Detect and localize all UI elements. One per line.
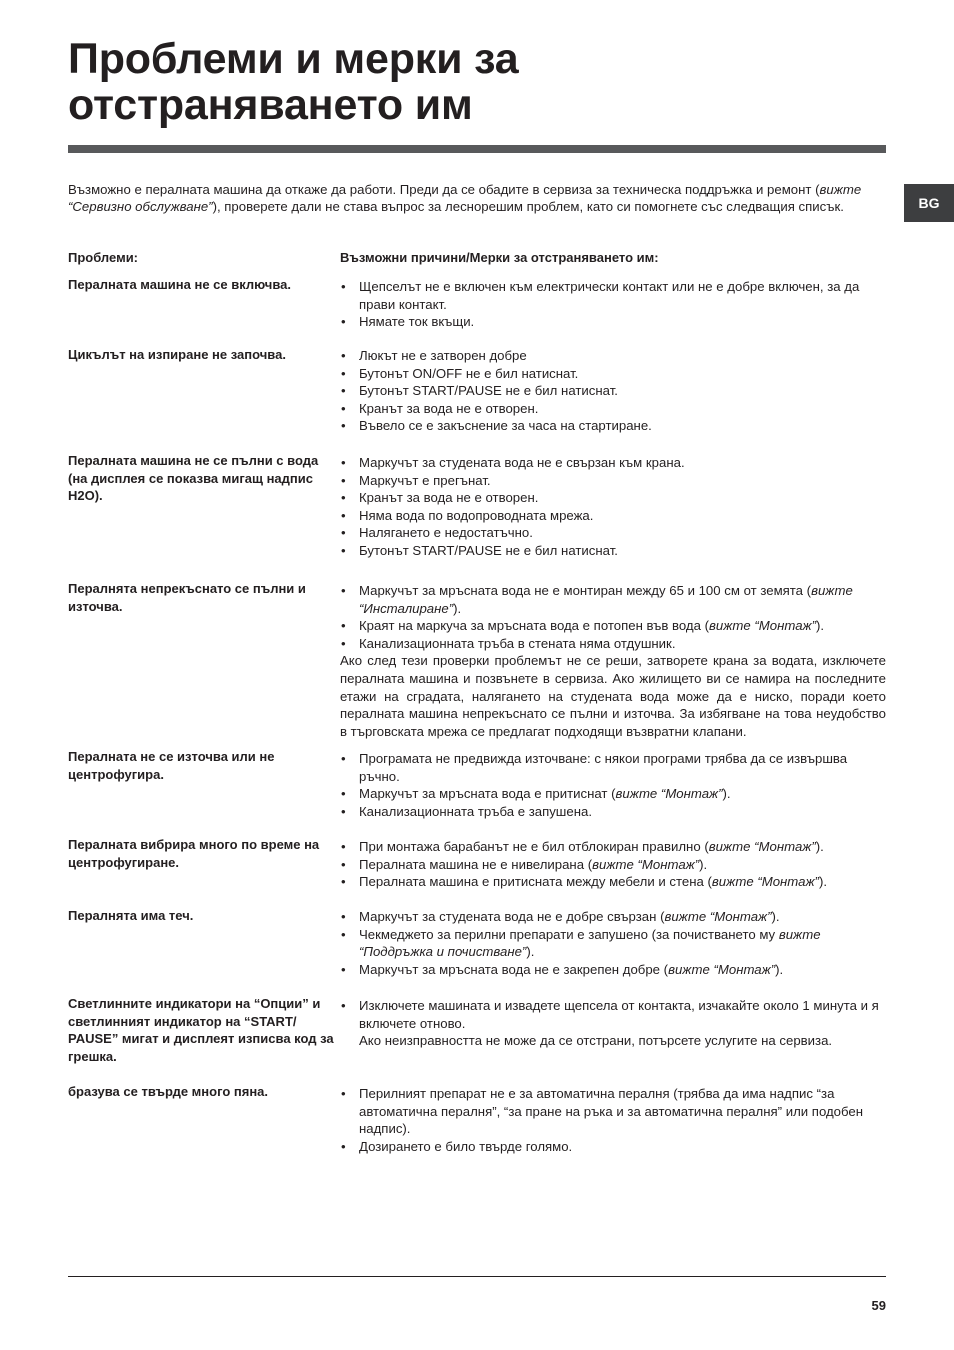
cause-text: Пералната машина е притисната между мебели и стена ( (359, 874, 712, 890)
list-item (340, 961, 886, 979)
list-item (340, 507, 886, 525)
cause-text: Люкът не е затворен добре (359, 348, 527, 363)
list-item (340, 524, 886, 542)
list-item (340, 542, 886, 560)
cross-reference: вижте “Монтаж” (708, 839, 816, 854)
cross-reference: вижте “Монтаж” (668, 961, 776, 977)
advice-note: Ако неизправността не може да се отстрани, потърсете услугите на сервиза. (359, 1033, 833, 1049)
cause-text-end: ). (818, 874, 827, 890)
cause-text: Кранът за вода не е отворен. (359, 490, 539, 506)
bullet-list (340, 582, 886, 652)
cause-text: Налягането е недостатъчно. (359, 525, 533, 541)
cause-text: Въвело се е закъснение за часа на стартиране. (359, 418, 652, 434)
list-item (340, 365, 886, 383)
problem-label: Пералната вибрира много по време на центрофугиране. (68, 837, 320, 870)
cause-text: Програмата не предвижда източване: с някои програми трябва да се извършва ръчно. (359, 751, 848, 784)
cause-text: Кранът за вода не е отворен. (359, 400, 539, 416)
problem-label: бразува се твърде много пяна. (68, 1084, 269, 1099)
cause-text-end: ). (775, 961, 784, 977)
problem-label: Пералнята има теч. (68, 908, 194, 923)
cross-reference: вижте “Монтаж” (708, 618, 817, 634)
cause-text: Маркучът за мръсната вода не е закрепен добре ( (359, 961, 669, 977)
cause-text: При монтажа барабанът не е бил отблокиран правилно ( (359, 839, 709, 854)
bullet-list (340, 838, 886, 891)
list-item (340, 489, 886, 507)
list-item (340, 417, 886, 435)
cross-reference: вижте “Монтаж” (664, 909, 772, 924)
cause-text-end: ). (526, 944, 535, 960)
intro-paragraph (68, 181, 886, 215)
causes-list (340, 347, 886, 435)
advice-note: Ако след тези проверки проблемът не се реши, затворете крана за водата, изключете пералната машина и позвънете в сервиза. Ако жилището ви се намира на последните етажи на сградата, налягането на студената вода може да е ниско, поради което пералната машина непрекъснато се пълни и източва. За избягване на това неудобство в търговската мрежа се предлагат подходящи възвратни клапани. (340, 653, 886, 739)
list-item (340, 472, 886, 490)
problems-column-header: Проблеми: (68, 250, 139, 265)
problem-label: Цикълът на изпиране не започва. (68, 347, 286, 362)
cause-text: Пералната машина не е нивелирана ( (359, 856, 593, 872)
list-item (340, 582, 886, 617)
list-item (340, 856, 886, 874)
causes-list (340, 997, 886, 1050)
causes-list (340, 838, 886, 891)
footer-rule (68, 1276, 886, 1277)
problem-label: Пералната машина не се включва. (68, 277, 291, 292)
causes-list (340, 454, 886, 560)
title-underline-bar (68, 145, 886, 153)
cause-text: Дозирането е било твърде голямо. (359, 1138, 573, 1154)
intro-text-1: Възможно е пералната машина да откаже да работи. Преди да се обадите в сервиза за техническа поддръжка и ремонт ( (68, 182, 820, 197)
causes-column-header: Възможни причини/Мерки за отстраняването им: (340, 250, 659, 265)
cause-text-end: ). (771, 909, 780, 924)
bullet-list (340, 908, 886, 978)
list-item (340, 1085, 886, 1138)
cross-reference: вижте “Монтаж” (592, 856, 700, 872)
cause-text-end: ). (816, 618, 825, 634)
problem-label: Пералнята непрекъснато се пълни и източва. (68, 581, 306, 614)
intro-text-2: ), проверете дали не става въпрос за леснорешим проблем, като си помогнете със следващия списък. (212, 199, 844, 214)
list-item (340, 278, 886, 313)
causes-list (340, 1085, 886, 1155)
cause-text: Маркучът е прегънат. (359, 472, 491, 488)
cause-text: Бутонът START/PAUSE не е бил натиснат. (359, 542, 618, 558)
cause-text: Няма вода по водопроводната мрежа. (359, 507, 594, 523)
list-item (340, 313, 886, 331)
cause-text: Изключете машината и извадете щепсела от контакта, изчакайте около 1 минута и я включете отново. (359, 998, 879, 1031)
bullet-list (340, 454, 886, 560)
cause-text: Канализационната тръба в стената няма отдушник. (359, 635, 676, 651)
cross-reference: вижте “Монтаж” (615, 786, 723, 802)
cause-text: Перилният препарат не е за автоматична пералня (трябва да има надпис “за автоматична пералня”, “за пране на ръка и за автоматична пералня” или подобен надпис). (359, 1086, 864, 1137)
problem-label: Пералната не се източва или не центрофугира. (68, 749, 275, 782)
bullet-list (340, 1085, 886, 1155)
cause-text: Чекмеджето за перилни препарати е запушено (за почистването му (359, 926, 779, 942)
page-title-line2: отстраняването им (68, 81, 473, 129)
list-item (340, 908, 886, 926)
cause-text: Щепселът не е включен към електрически контакт или не е добре включен, за да прави контакт. (359, 279, 860, 312)
bullet-list (340, 997, 886, 1032)
cause-text: Краят на маркуча за мръсната вода е потопен във вода ( (359, 618, 709, 634)
cause-text: Бутонът ON/OFF не е бил натиснат. (359, 365, 579, 381)
causes-list (340, 278, 886, 331)
list-item (340, 750, 886, 785)
cause-text-end: ). (815, 839, 824, 854)
cause-text: Бутонът START/PAUSE не е бил натиснат. (359, 383, 618, 399)
bullet-list (340, 750, 886, 820)
cross-reference: вижте “Инсталиране” (359, 583, 853, 616)
list-item (340, 347, 886, 365)
list-item (340, 997, 886, 1032)
language-tab-label: BG (918, 195, 940, 211)
list-item (340, 454, 886, 472)
causes-list (340, 908, 886, 978)
list-item (340, 617, 886, 635)
cause-text-end: ). (453, 600, 462, 616)
page-title (68, 36, 518, 128)
list-item (340, 803, 886, 821)
problem-label: Пералната машина не се пълни с вода (на дисплея се показва мигащ надпис H2O). (68, 453, 319, 503)
causes-list (340, 582, 886, 740)
list-item (340, 382, 886, 400)
list-item (340, 873, 886, 891)
cause-text-end: ). (722, 786, 731, 802)
list-item (340, 1138, 886, 1156)
cross-reference: вижте “Поддръжка и почистване” (359, 926, 821, 960)
list-item (340, 926, 886, 961)
cause-text: Маркучът за мръсната вода не е монтиран между 65 и 100 см от земята ( (359, 583, 812, 598)
page-title-line1: Проблеми и мерки за (68, 35, 519, 83)
cause-text: Нямате ток вкъщи. (359, 314, 475, 330)
causes-list (340, 750, 886, 820)
cause-text: Маркучът за мръсната вода е притиснат ( (359, 786, 616, 802)
cause-text: Маркучът за студената вода не е свързан към крана. (359, 455, 685, 470)
bullet-list (340, 278, 886, 331)
problem-label: Светлинните индикатори на “Опции” и светлинният индикатор на “START/ PAUSE” мигат и дисплеят изписва код за грешка. (68, 996, 334, 1064)
list-item (340, 838, 886, 856)
cause-text: Маркучът за студената вода не е добре свързан ( (359, 909, 665, 924)
intro-reference: вижте “Сервизно обслужване” (68, 182, 862, 214)
bullet-list (340, 347, 886, 435)
list-item (340, 785, 886, 803)
list-item (340, 635, 886, 653)
cause-text-end: ). (699, 856, 708, 872)
list-item (340, 400, 886, 418)
language-tab (904, 184, 954, 222)
cross-reference: вижте “Монтаж” (711, 874, 819, 890)
page-number: 59 (871, 1298, 886, 1313)
cause-text: Канализационната тръба е запушена. (359, 803, 593, 819)
